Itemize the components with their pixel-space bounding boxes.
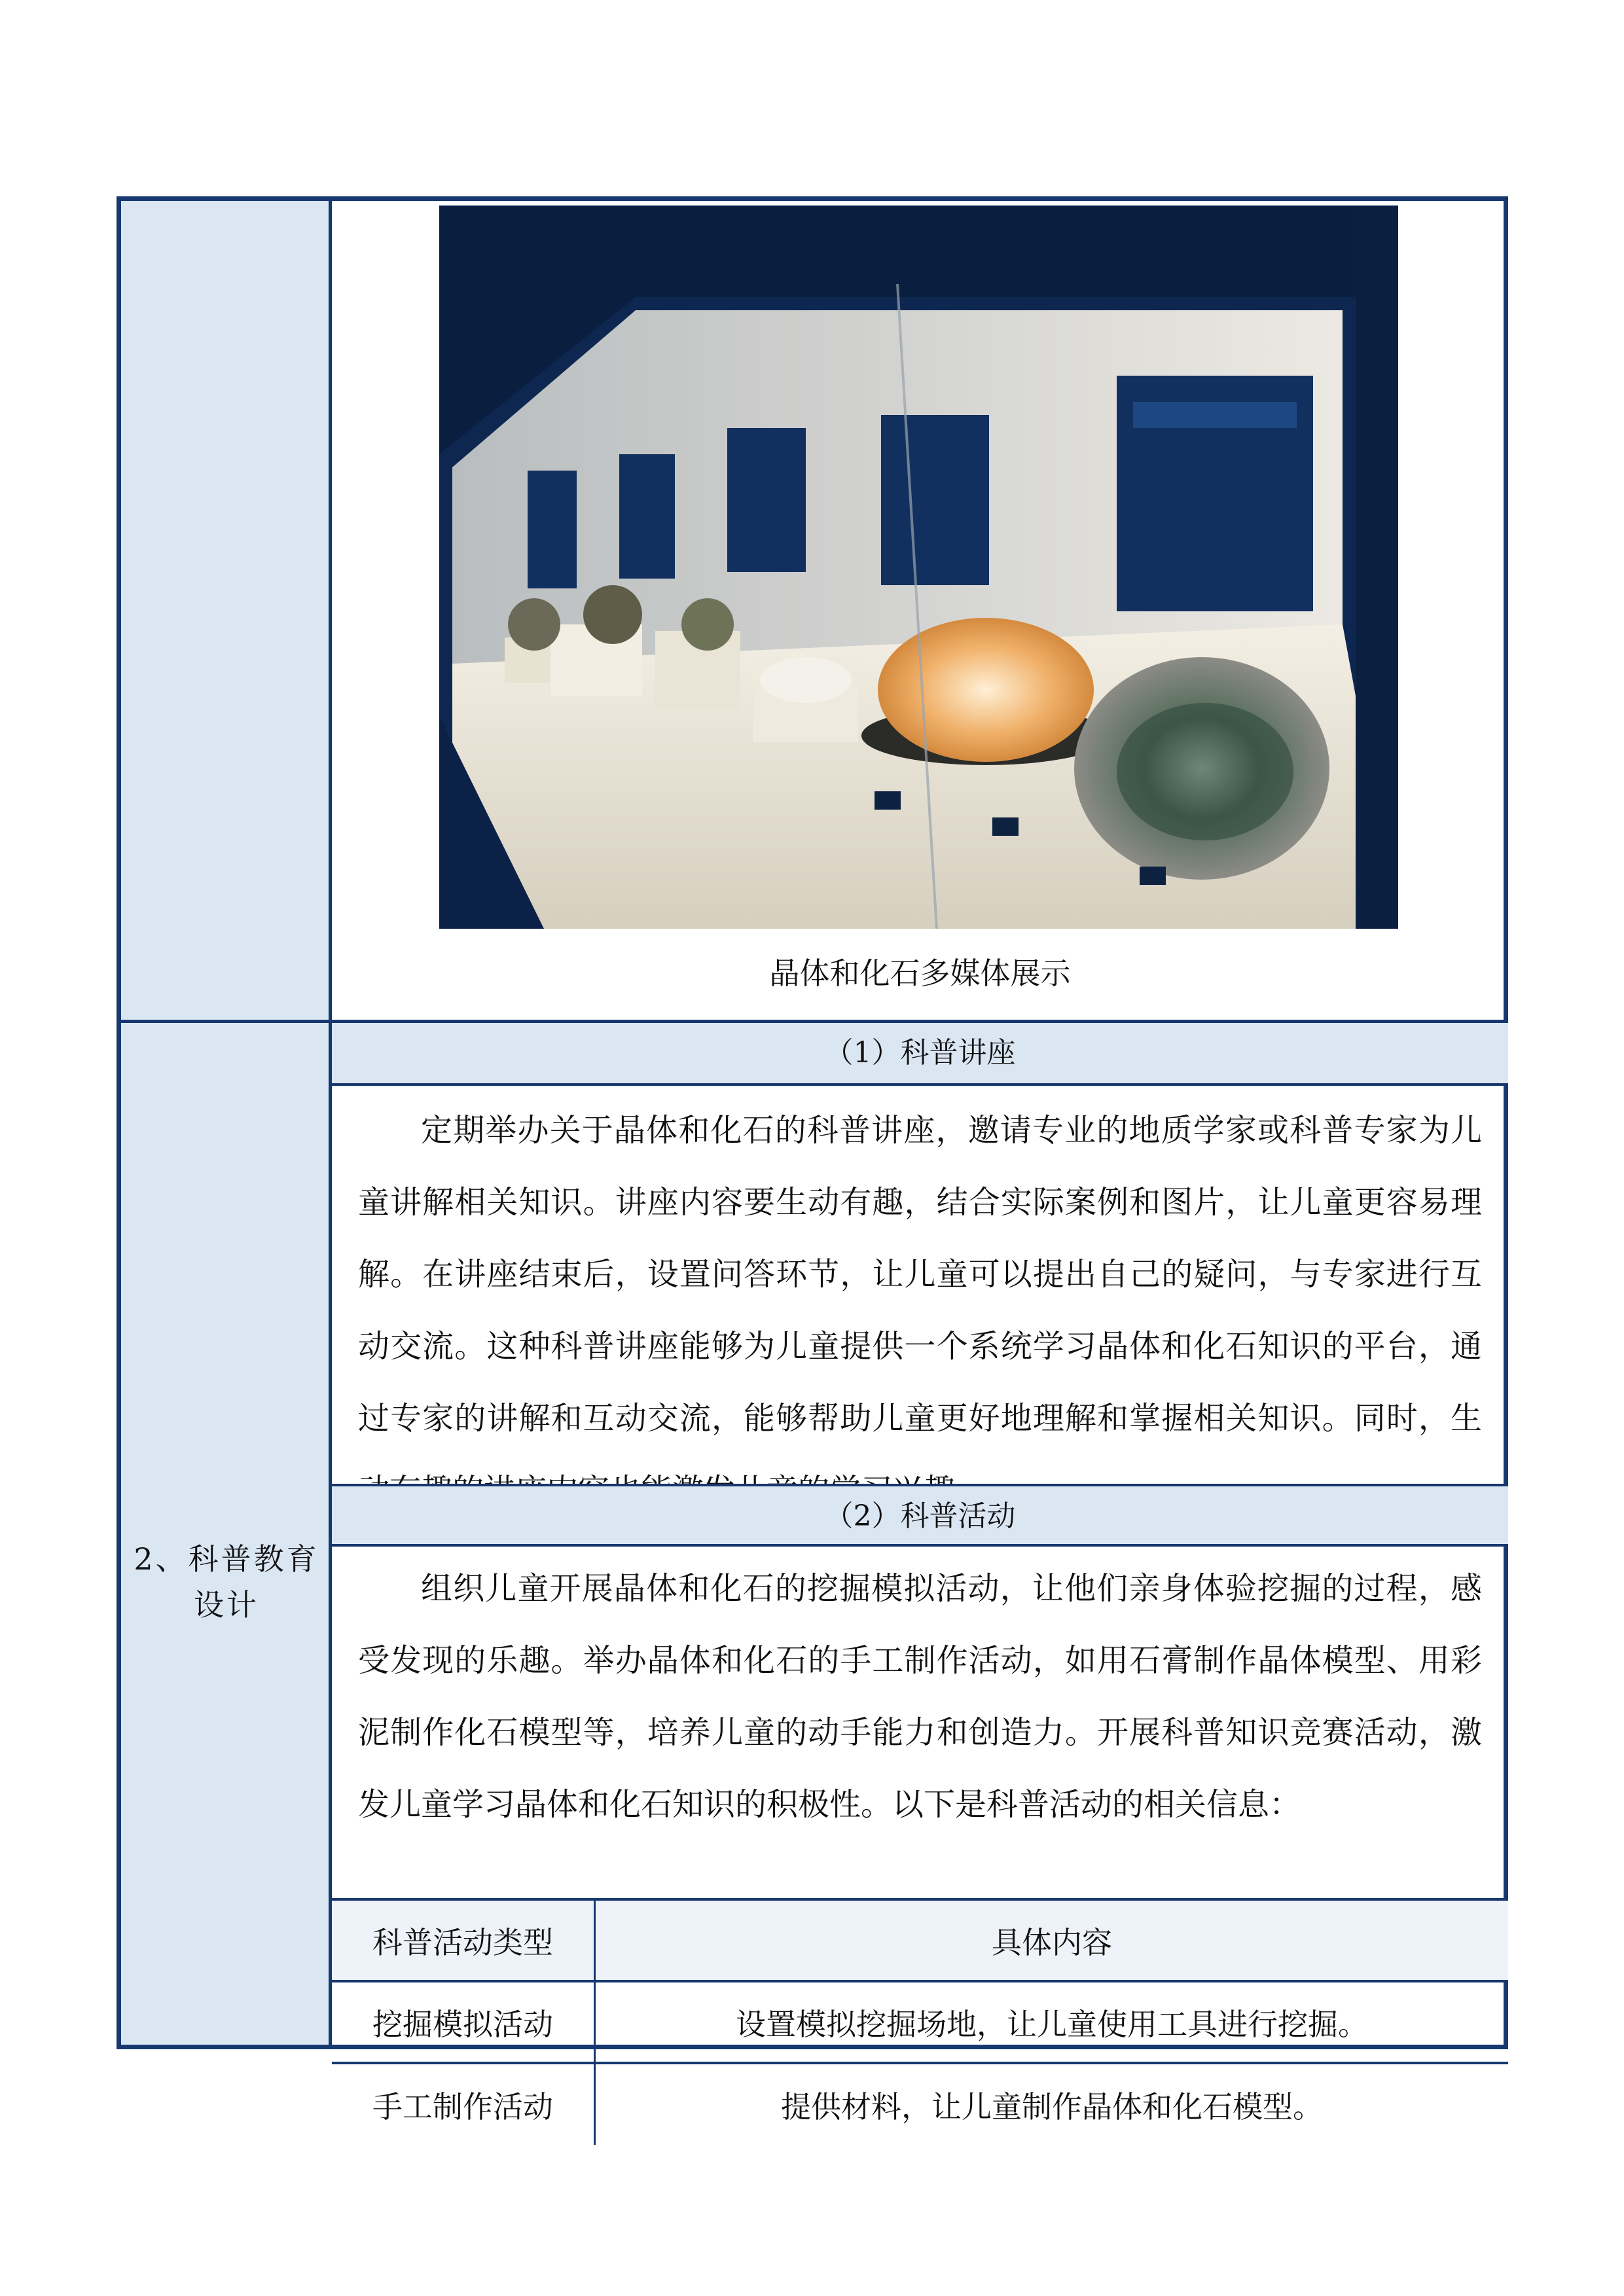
lecture-paragraph: 定期举办关于晶体和化石的科普讲座，邀请专业的地质学家或科普专家为儿童讲解相关知识。讲座内容要生动有趣，结合实际案例和图片，让儿童更容易理解。在讲座结束后，设置问答环节，让儿童可以提出自己的疑问，与专家进行互动交流。这种科普讲座能够为儿童提供一个系统学习晶体和化石知识的平台，通过专家的讲解和互动交流，能够帮助儿童更好地理解和掌握相关知识。同时，生 (358, 1112, 1482, 1437)
content-table (117, 196, 1508, 2125)
left-label-column (121, 201, 332, 2045)
exhibition-photo (439, 206, 1398, 929)
table-cell: 提供材料，让儿童制作晶体和化石模型。 (595, 2063, 1509, 2145)
activity-table (332, 1898, 1508, 2145)
table-cell: 手工制作活动 (332, 2063, 595, 2145)
table-header-row (332, 1899, 1508, 1981)
table-row (332, 2063, 1508, 2145)
table-row (332, 1981, 1508, 2063)
table-header-cell: 科普活动类型 (332, 1899, 595, 1981)
display-case-illustration (439, 206, 1398, 929)
section-label: 2、科普教育设计 (134, 1541, 319, 1623)
activities-heading: （2）科普活动 (332, 1484, 1508, 1547)
table-cell: 挖掘模拟活动 (332, 1981, 595, 2063)
table-cell: 设置模拟挖掘场地，让儿童使用工具进行挖掘。 (595, 1981, 1509, 2063)
photo-caption: 晶体和化石多媒体展示 (769, 956, 1071, 991)
activities-paragraph: 组织儿童开展晶体和化石的挖掘模拟活动，让他们亲身体验挖掘的过程，感受发现的乐趣。举办晶体和化石的手工制作活动，如用石膏制作晶体模型、用彩泥制作化石模型等，培养儿童的动手能力和创造力。开展科普知识竞赛活动，激发儿童学习晶体和化石知识的积极性。以下是科普活动的相关信息： (358, 1570, 1482, 1823)
table-header-cell: 具体内容 (595, 1899, 1509, 1981)
lecture-heading: （1）科普讲座 (332, 1023, 1508, 1086)
